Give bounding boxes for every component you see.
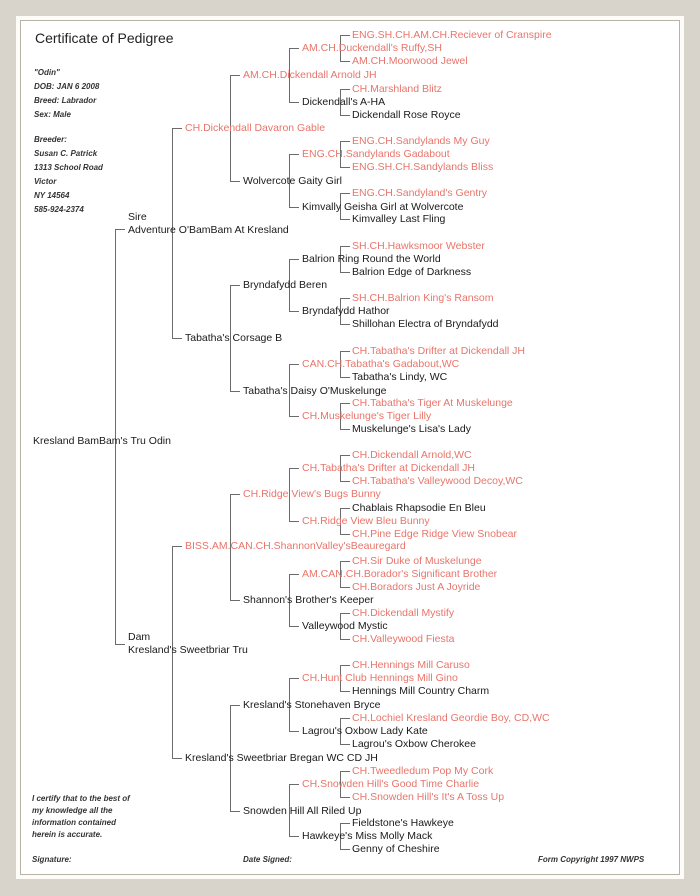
tree-line	[289, 364, 299, 365]
sire-name: Adventure O'BamBam At Kresland	[128, 224, 289, 236]
sds-dam: Bryndafydd Hathor	[302, 305, 390, 317]
dds-sire: CH.Hunt Club Hennings Mill Gino	[302, 672, 458, 684]
sss-dam: Dickendall's A-HA	[302, 96, 386, 108]
certification-statement: I certify that to the best of my knowledge all the information contained herein is accurate.	[32, 794, 130, 839]
tree-line	[340, 141, 350, 142]
ssds-sire: ENG.CH.Sandylands My Guy	[352, 135, 490, 147]
tree-line	[340, 193, 350, 194]
breeder-city: Victor	[34, 177, 57, 186]
sss-sire: AM.CH.Duckendall's Ruffy,SH	[302, 42, 442, 54]
tree-line	[340, 665, 350, 666]
tree-line	[230, 811, 240, 812]
tree-line	[340, 587, 350, 588]
tree-line	[289, 468, 299, 469]
dd-sire: Kresland's Stonehaven Bryce	[243, 699, 381, 711]
page-title: Certificate of Pedigree	[35, 30, 174, 46]
ssdd-dam: Kimvalley Last Fling	[352, 213, 446, 225]
ddds-sire: CH.Tweedledum Pop My Cork	[352, 765, 494, 777]
ss-sire: AM.CH.Dickendall Arnold JH	[243, 69, 377, 81]
tree-line	[172, 338, 182, 339]
sd-dam: Tabatha's Daisy O'Muskelunge	[243, 385, 387, 397]
tree-line	[230, 75, 240, 76]
tree-line	[289, 521, 299, 522]
call-name: "Odin"	[34, 68, 60, 77]
tree-line	[115, 644, 125, 645]
tree-line	[289, 784, 299, 785]
dsds-dam: CH.Boradors Just A Joyride	[352, 581, 481, 593]
ds-dam: Shannon's Brother's Keeper	[243, 594, 374, 606]
dssd-dam: CH.Pine Edge Ridge View Snobear	[352, 528, 517, 540]
dddd-sire: Fieldstone's Hawkeye	[352, 817, 454, 829]
tree-line	[340, 298, 350, 299]
tree-line	[340, 718, 350, 719]
sssd-dam: Dickendall Rose Royce	[352, 109, 461, 121]
tree-line	[340, 797, 350, 798]
ssss-dam: AM.CH.Moorwood Jewel	[352, 55, 468, 67]
tree-line	[340, 35, 350, 36]
tree-line	[340, 246, 350, 247]
tree-line	[289, 259, 299, 260]
dsdd-dam: CH.Valleywood Fiesta	[352, 633, 455, 645]
sd-sire: Bryndafydd Beren	[243, 279, 328, 291]
tree-line	[340, 508, 350, 509]
dog-info	[34, 66, 99, 122]
breeder-info	[34, 133, 103, 217]
ddd-dam: Hawkeye's Miss Molly Mack	[302, 830, 433, 842]
sire-sire: CH.Dickendall Davaron Gable	[185, 122, 326, 134]
tree-line	[172, 128, 182, 129]
form-copyright: Form Copyright 1997 NWPS	[538, 855, 645, 864]
ssss-sire: ENG.SH.CH.AM.CH.Reciever of Cranspire	[352, 29, 552, 41]
tree-line	[340, 351, 350, 352]
tree-line	[340, 61, 350, 62]
tree-line	[172, 758, 182, 759]
breeder-name: Susan C. Patrick	[34, 149, 98, 158]
tree-line	[289, 626, 299, 627]
dsss-dam: CH.Tabatha's Valleywood Decoy,WC	[352, 475, 523, 487]
dsdd-sire: CH.Dickendall Mystify	[352, 607, 455, 619]
tree-line	[340, 403, 350, 404]
dss-sire: CH.Tabatha's Drifter at Dickendall JH	[302, 462, 475, 474]
sssd-sire: CH.Marshland Blitz	[352, 83, 442, 95]
dam-sire: BISS.AM.CAN.CH.ShannonValley'sBeauregard	[185, 540, 406, 552]
ssdd-sire: ENG.CH.Sandyland's Gentry	[352, 187, 488, 199]
tree-line	[340, 639, 350, 640]
ssd-sire: ENG.CH.Sandylands Gadabout	[302, 148, 450, 160]
ddds-dam: CH.Snowden Hill's It's A Toss Up	[352, 791, 505, 803]
tree-line	[340, 691, 350, 692]
tree-line	[289, 836, 299, 837]
signature-label: Signature:	[32, 855, 72, 864]
dds-dam: Lagrou's Oxbow Lady Kate	[302, 725, 428, 737]
dsds-sire: CH.Sir Duke of Muskelunge	[352, 555, 482, 567]
ddsd-sire: CH.Lochiel Kresland Geordie Boy, CD,WC	[352, 712, 550, 724]
breed: Breed: Labrador	[34, 96, 97, 105]
sdsd-dam: Shillohan Electra of Bryndafydd	[352, 318, 499, 330]
tree-line	[340, 613, 350, 614]
sdd-sire: CAN.CH.Tabatha's Gadabout,WC	[302, 358, 460, 370]
tree-line	[289, 102, 299, 103]
ddsd-dam: Lagrou's Oxbow Cherokee	[352, 738, 476, 750]
tree-line	[289, 731, 299, 732]
dsss-sire: CH.Dickendall Arnold,WC	[352, 449, 472, 461]
ddd-sire: CH.Snowden Hill's Good Time Charlie	[302, 778, 480, 790]
dsd-dam: Valleywood Mystic	[302, 620, 388, 632]
tree-line	[289, 207, 299, 208]
tree-line	[230, 600, 240, 601]
dss-dam: CH.Ridge View Bleu Bunny	[302, 515, 430, 527]
tree-line	[340, 377, 350, 378]
breeder-heading: Breeder:	[34, 135, 67, 144]
dd-dam: Snowden Hill All Riled Up	[243, 805, 362, 817]
breeder-street: 1313 School Road	[34, 163, 103, 172]
ddss-dam: Hennings Mill Country Charm	[352, 685, 490, 697]
tree-line	[289, 154, 299, 155]
dsd-sire: AM.CAN.CH.Borador's Significant Brother	[302, 568, 498, 580]
tree-line	[340, 219, 350, 220]
sdds-sire: CH.Tabatha's Drifter at Dickendall JH	[352, 345, 525, 357]
tree-line	[172, 546, 182, 547]
ddss-sire: CH.Hennings Mill Caruso	[352, 659, 470, 671]
dam-dam: Kresland's Sweetbriar Bregan WC CD JH	[185, 752, 378, 764]
tree-line	[340, 849, 350, 850]
sire-label: Sire	[128, 211, 147, 223]
sdd-dam: CH.Muskelunge's Tiger Lilly	[302, 410, 432, 422]
dam-name: Kresland's Sweetbriar Tru	[128, 644, 248, 656]
ss-dam: Wolvercote Gaity Girl	[243, 175, 342, 187]
sddd-dam: Muskelunge's Lisa's Lady	[352, 423, 471, 435]
tree-line	[340, 561, 350, 562]
tree-line	[340, 115, 350, 116]
tree-line	[340, 534, 350, 535]
sddd-sire: CH.Tabatha's Tiger At Muskelunge	[352, 397, 513, 409]
date-signed-label: Date Signed:	[243, 855, 292, 864]
sdds-dam: Tabatha's Lindy, WC	[352, 371, 448, 383]
tree-line	[340, 324, 350, 325]
sdss-dam: Balrion Edge of Darkness	[352, 266, 472, 278]
sdsd-sire: SH.CH.Balrion King's Ransom	[352, 292, 494, 304]
sds-sire: Balrion Ring Round the World	[302, 253, 441, 265]
ssd-dam: Kimvally Geisha Girl at Wolvercote	[302, 201, 464, 213]
tree-line	[289, 416, 299, 417]
tree-line	[230, 181, 240, 182]
tree-line	[289, 678, 299, 679]
tree-line	[289, 311, 299, 312]
ds-sire: CH.Ridge View's Bugs Bunny	[243, 488, 381, 500]
breeder-state-zip: NY 14564	[34, 191, 70, 200]
sex: Sex: Male	[34, 110, 71, 119]
dam-label: Dam	[128, 631, 151, 643]
ssds-dam: ENG.SH.CH.Sandylands Bliss	[352, 161, 494, 173]
tree-line	[340, 167, 350, 168]
sdss-sire: SH.CH.Hawksmoor Webster	[352, 240, 485, 252]
tree-line	[230, 391, 240, 392]
dddd-dam: Genny of Cheshire	[352, 843, 440, 855]
tree-line	[340, 744, 350, 745]
sire-dam: Tabatha's Corsage B	[185, 332, 283, 344]
tree-line	[289, 574, 299, 575]
tree-line	[230, 494, 240, 495]
dob: DOB: JAN 6 2008	[34, 82, 100, 91]
tree-line	[340, 272, 350, 273]
tree-line	[340, 771, 350, 772]
tree-line	[289, 48, 299, 49]
tree-line	[340, 455, 350, 456]
subject-dog: Kresland BamBam's Tru Odin	[33, 435, 171, 447]
tree-line	[340, 481, 350, 482]
tree-line	[230, 705, 240, 706]
dssd-sire: Chablais Rhapsodie En Bleu	[352, 502, 486, 514]
tree-line	[115, 229, 125, 230]
tree-line	[340, 429, 350, 430]
tree-line	[340, 823, 350, 824]
tree-line	[340, 89, 350, 90]
tree-line	[230, 285, 240, 286]
breeder-phone: 585-924-2374	[34, 205, 84, 214]
